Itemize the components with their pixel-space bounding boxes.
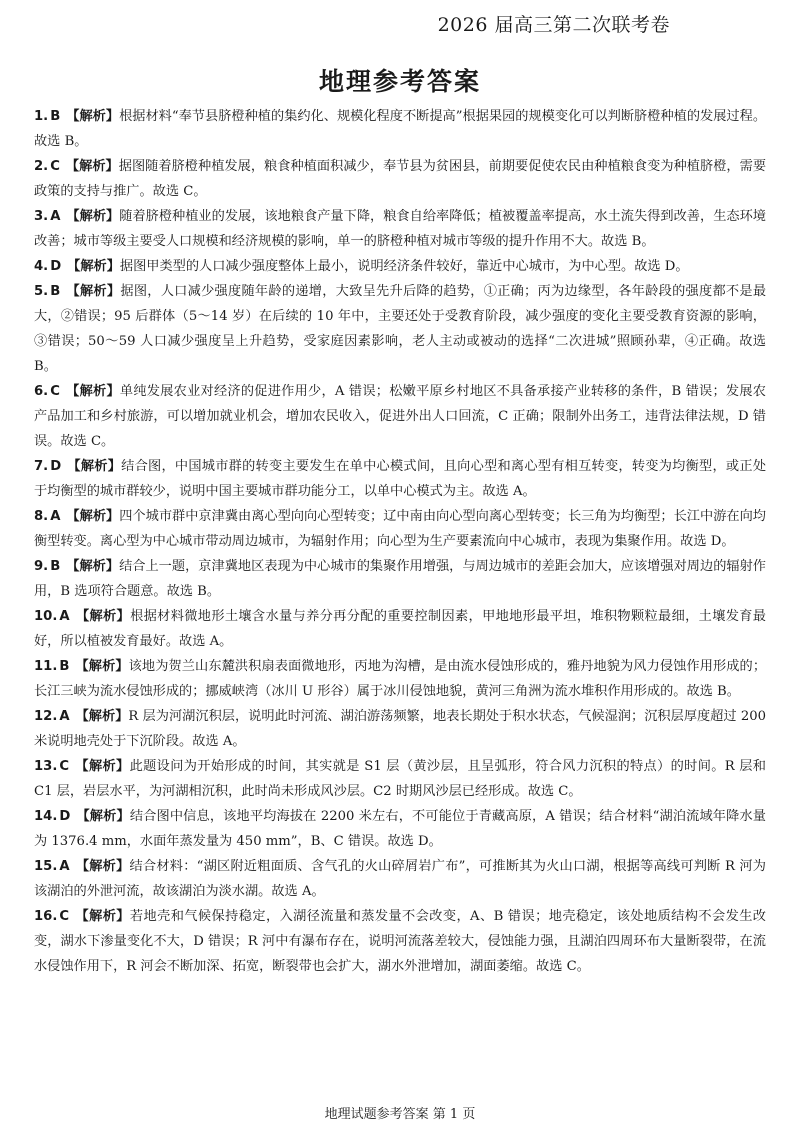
analysis-text: 据图甲类型的人口减少强度整体上最小，说明经济条件较好，靠近中心城市，为中心型。故选 D。 — [119, 259, 689, 274]
analysis-tag: 【解析】 — [67, 459, 122, 474]
question-number: 16. — [34, 909, 58, 924]
analysis-text: 结合上一题，京津冀地区表现为中心城市的集聚作用增强，与周边城市的差距会加大，应该增强对周边的辐射作用，B 选项符合题意。故选 B。 — [34, 559, 766, 599]
analysis-tag: 【解析】 — [65, 159, 119, 174]
answer-letter: A — [50, 209, 61, 224]
question-number: 4. — [34, 259, 49, 274]
analysis-tag: 【解析】 — [66, 509, 120, 524]
answer-letter: D — [50, 259, 62, 274]
question-number: 5. — [34, 284, 49, 299]
analysis-tag: 【解析】 — [66, 559, 120, 574]
answer-item — [34, 804, 766, 854]
answer-letter: B — [59, 659, 70, 674]
answer-letter: A — [50, 509, 61, 524]
analysis-text: 结合材料：“湖区附近粗面质、含气孔的火山碎屑岩广布”，可推断其为火山口湖，根据等高线可判断 R 河为该湖泊的外泄河流，故该湖泊为淡水湖。故选 A。 — [34, 859, 766, 899]
question-number: 14. — [34, 809, 58, 824]
question-number: 13. — [34, 759, 58, 774]
question-number: 9. — [34, 559, 49, 574]
answer-item — [34, 279, 766, 379]
analysis-text: 若地壳和气候保持稳定，入湖径流量和蒸发量不会改变，A、B 错误；地壳稳定，该处地质结构不会发生改变，湖水下渗量变化不大，D 错误；R 河中有瀑布存在，说明河流落差较大，侵蚀能力强，且湖泊四周环布大量断裂带，在流水侵蚀作用下，R 河会不断加深、拓宽，断裂带也会扩大，湖水外泄增加，湖面萎缩。故选 C。 — [34, 909, 766, 974]
analysis-text: 结合图中信息，该地平均海拔在 2200 米左右，不可能位于青藏高原，A 错误；结合材料“湖泊流域年降水量为 1376.4 mm，水面年蒸发量为 450 mm”，B、C 错误。故选 D。 — [34, 809, 766, 849]
answer-item — [34, 654, 766, 704]
exam-header: 2026 届高三第二次联考卷 — [437, 14, 670, 36]
answer-item — [34, 904, 766, 979]
analysis-tag: 【解析】 — [66, 209, 120, 224]
analysis-text: 单纯发展农业对经济的促进作用少，A 错误；松嫩平原乡村地区不具备承接产业转移的条件，B 错误；发展农产品加工和乡村旅游，可以增加就业机会，增加农民收入，促进外出人口回流，C 正确；限制外出务工，违背法律法规，D 错误。故选 C。 — [34, 384, 766, 449]
answer-item — [34, 454, 766, 504]
question-number: 15. — [34, 859, 58, 874]
answer-item — [34, 204, 766, 254]
question-number: 2. — [34, 159, 49, 174]
analysis-tag: 【解析】 — [75, 709, 129, 724]
analysis-tag: 【解析】 — [75, 659, 129, 674]
answer-item — [34, 604, 766, 654]
analysis-tag: 【解析】 — [66, 284, 121, 299]
analysis-tag: 【解析】 — [65, 384, 120, 399]
answer-item — [34, 754, 766, 804]
analysis-tag: 【解析】 — [75, 859, 130, 874]
page-title: 地理参考答案 — [318, 67, 481, 96]
analysis-text: 随着脐橙种植业的发展，该地粮食产量下降，粮食自给率降低；植被覆盖率提高，水土流失得到改善，生态环境改善；城市等级主要受人口规模和经济规模的影响，单一的脐橙种植对城市等级的提升作用不大。故选 B。 — [34, 209, 766, 249]
answer-letter: B — [50, 109, 61, 124]
question-number: 7. — [34, 459, 49, 474]
answer-letter: C — [59, 759, 70, 774]
question-number: 11. — [34, 659, 58, 674]
analysis-text: 此题设问为开始形成的时间，其实就是 S1 层（黄沙层，且呈弧形，符合风力沉积的特点）的时间。R 层和 C1 层，岩层水平，为河湖相沉积，此时尚未形成风沙层。C2 时期风沙层已经形成。故选 C。 — [34, 759, 766, 799]
answer-item — [34, 379, 766, 454]
question-number: 3. — [34, 209, 49, 224]
analysis-text: 据图随着脐橙种植发展，粮食种植面积减少，奉节县为贫困县，前期要促使农民由种植粮食变为种植脐橙，需要政策的支持与推广。故选 C。 — [34, 159, 767, 199]
analysis-text: R 层为河湖沉积层，说明此时河流、湖泊游荡频繁，地表长期处于积水状态，气候湿润；沉积层厚度超过 200 米说明地壳处于下沉阶段。故选 A。 — [34, 709, 767, 749]
analysis-text: 四个城市群中京津冀由离心型向向心型转变；辽中南由向心型向离心型转变；长三角为均衡型；长江中游在向均衡型转变。离心型为中心城市带动周边城市，为辐射作用；向心型为生产要素流向中心城市，表现为集聚作用。故选 D。 — [34, 509, 766, 549]
answer-item — [34, 554, 766, 604]
question-number: 6. — [34, 384, 49, 399]
answer-letter: A — [59, 859, 70, 874]
answer-letter: D — [59, 809, 71, 824]
question-number: 10. — [34, 609, 58, 624]
analysis-tag: 【解析】 — [75, 909, 130, 924]
answer-item — [34, 504, 766, 554]
analysis-tag: 【解析】 — [67, 259, 120, 274]
answer-letter: A — [59, 709, 70, 724]
question-number: 12. — [34, 709, 58, 724]
answer-letter: C — [50, 159, 60, 174]
analysis-text: 根据材料微地形土壤含水量与养分再分配的重要控制因素，甲地地形最平坦，堆积物颗粒最细，土壤发育最好，所以植被发育最好。故选 A。 — [34, 609, 766, 649]
analysis-tag: 【解析】 — [75, 759, 130, 774]
answer-list — [34, 104, 766, 979]
analysis-text: 根据材料“奉节县脐橙种植的集约化、规模化程度不断提高”根据果园的规模变化可以判断脐橙种植的发展过程。故选 B。 — [34, 109, 767, 149]
answer-letter: D — [50, 459, 62, 474]
analysis-text: 结合图，中国城市群的转变主要发生在单中心模式间，且向心型和离心型有相互转变，转变为均衡型，或正处于均衡型的城市群较少，说明中国主要城市群功能分工，以单中心模式为主。故选 A。 — [34, 459, 767, 499]
question-number: 1. — [34, 109, 49, 124]
answer-item — [34, 704, 766, 754]
answer-item — [34, 104, 766, 154]
analysis-text: 据图，人口减少强度随年龄的递增，大致呈先升后降的趋势，①正确；丙为边缘型，各年龄段的强度都不是最大，②错误；95 后群体（5～14 岁）在后续的 10 年中，主要还处于受教育阶段，减少强度的变化主要受教育资源的影响，③错误；50～59 人口减少强度呈上升趋势，受家庭因素影响，老人主动或被动的选择“二次进城”照顾孙辈，④正确。故选 B。 — [34, 284, 767, 374]
analysis-tag: 【解析】 — [76, 809, 130, 824]
answer-letter: C — [59, 909, 70, 924]
answer-letter: B — [50, 284, 61, 299]
answer-letter: C — [50, 384, 60, 399]
answer-item — [34, 154, 766, 204]
analysis-text: 该地为贺兰山东麓洪积扇表面微地形，丙地为沟槽，是由流水侵蚀形成的，雅丹地貌为风力侵蚀作用形成的；长江三峡为流水侵蚀形成的；挪威峡湾（冰川 U 形谷）属于冰川侵蚀地貌，黄河三角洲为流水堆积作用形成的。故选 B。 — [34, 659, 767, 699]
analysis-tag: 【解析】 — [66, 109, 120, 124]
analysis-tag: 【解析】 — [75, 609, 131, 624]
answer-item — [34, 854, 766, 904]
page-footer: 地理试题参考答案 第 1 页 — [324, 1107, 476, 1122]
answer-item — [34, 254, 766, 279]
answer-letter: B — [50, 559, 61, 574]
question-number: 8. — [34, 509, 49, 524]
answer-letter: A — [59, 609, 70, 624]
